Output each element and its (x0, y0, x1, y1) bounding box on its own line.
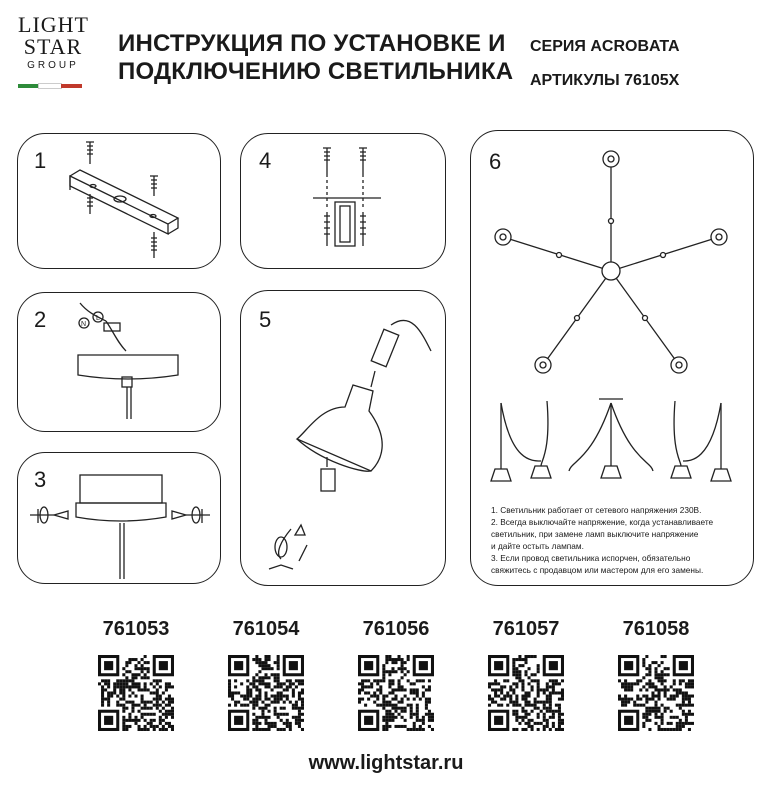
step-number: 1 (34, 148, 47, 173)
title-line-1: ИНСТРУКЦИЯ ПО УСТАНОВКЕ И (118, 30, 506, 57)
step-number: 5 (259, 307, 272, 332)
canopy-fixing-illustration (18, 453, 222, 585)
qr-code-icon (98, 655, 174, 731)
step-number: 2 (34, 307, 47, 332)
note-line: 3. Если провод светильника испорчен, обязательно (491, 553, 691, 563)
note-line: 2. Всегда выключайте напряжение, когда устанавливаете (491, 517, 714, 527)
article-number: 761054 (232, 618, 300, 640)
step-number: 6 (489, 149, 502, 174)
logo-line-3: GROUP (27, 60, 79, 71)
step-6-panel (470, 130, 754, 586)
bracket-mounting-illustration (241, 134, 447, 270)
series-info (530, 30, 680, 98)
article-item (346, 618, 446, 731)
neutral-label: N (81, 321, 87, 328)
live-label: L (96, 315, 100, 322)
article-numbers: АРТИКУЛЫ 76105X (530, 72, 680, 89)
article-item (476, 618, 576, 731)
lamp-assembly-illustration (241, 291, 447, 587)
article-item (606, 618, 706, 731)
article-number: 761058 (622, 618, 690, 640)
step-1-panel (17, 133, 221, 269)
article-number: 761057 (492, 618, 560, 640)
qr-code-icon (618, 655, 694, 731)
note-line: и дайте остыть лампам. (491, 541, 584, 551)
article-item (216, 618, 316, 731)
article-item (86, 618, 186, 731)
step-number: 3 (34, 467, 47, 492)
note-line: светильник, при замене ламп выключите напряжение (491, 529, 699, 539)
step-3-panel (17, 452, 221, 584)
qr-code-icon (488, 655, 564, 731)
document-title (118, 30, 513, 86)
step-5-panel (240, 290, 446, 586)
step-number: 4 (259, 148, 272, 173)
mounting-bracket-illustration (18, 134, 222, 270)
step-2-panel (17, 292, 221, 432)
qr-code-icon (358, 655, 434, 731)
note-line: 1. Светильник работает от сетевого напряжения 230В. (491, 505, 702, 515)
note-line: свяжитесь с продавцом или мастером для его замены. (491, 565, 704, 575)
qr-code-icon (228, 655, 304, 731)
website-link[interactable]: www.lightstar.ru (308, 752, 464, 774)
article-codes (86, 618, 706, 731)
series-name: СЕРИЯ ACROBATA (530, 38, 680, 55)
logo-line-2: STAR (23, 34, 83, 59)
title-line-2: ПОДКЛЮЧЕНИЮ СВЕТИЛЬНИКА (118, 58, 514, 85)
safety-notes (491, 504, 751, 576)
brand-logo (18, 14, 88, 96)
italian-flag-icon (18, 84, 82, 88)
article-number: 761056 (362, 618, 430, 640)
wiring-illustration (18, 293, 222, 433)
step-4-panel (240, 133, 446, 269)
logo-line-1: LIGHT (18, 12, 89, 37)
article-number: 761053 (102, 618, 170, 640)
